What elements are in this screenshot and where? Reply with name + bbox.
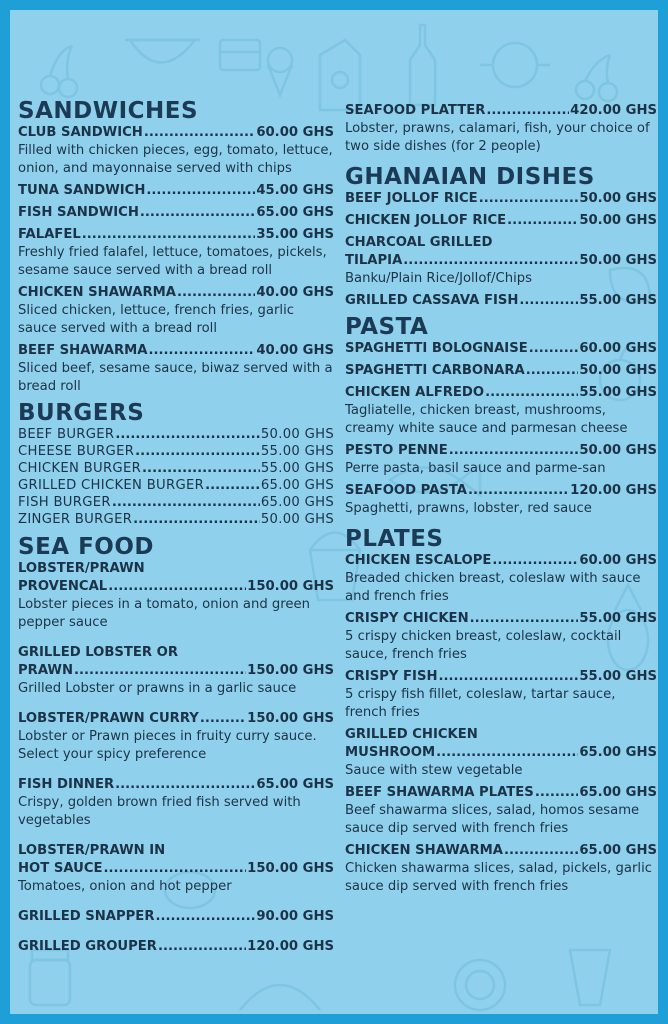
item-name: GRILLED GROUPER bbox=[18, 939, 157, 954]
item-name: CHICKEN ESCALOPE bbox=[345, 553, 492, 568]
item-price: 65.00 GHS bbox=[579, 745, 657, 760]
item-line bbox=[18, 342, 334, 360]
item-description: Grilled Lobster or prawns in a garlic sauce bbox=[18, 681, 297, 696]
menu-item bbox=[18, 842, 334, 896]
item-name-prefix: LOBSTER/PRAWN IN bbox=[18, 843, 166, 858]
item-description: Filled with chicken pieces, egg, tomato, lettuce, onion, and mayonnaise served with chips bbox=[18, 143, 333, 176]
item-price: 65.00 GHS bbox=[260, 495, 334, 510]
item-price: 50.00 GHS bbox=[579, 363, 657, 378]
item-line bbox=[345, 668, 657, 686]
leader-dots bbox=[205, 477, 260, 494]
item-price: 60.00 GHS bbox=[579, 553, 657, 568]
plates-list bbox=[345, 552, 657, 896]
leader-dots bbox=[526, 362, 579, 380]
item-name: TILAPIA bbox=[345, 253, 403, 268]
item-line bbox=[18, 710, 334, 728]
sea-food-list bbox=[18, 560, 334, 956]
section-title-sandwiches: SANDWICHES bbox=[18, 98, 199, 124]
menu-item bbox=[18, 908, 334, 926]
leader-dots bbox=[470, 610, 579, 628]
menu-item bbox=[18, 182, 334, 200]
ghanaian-dishes-list bbox=[345, 190, 657, 310]
item-price: 40.00 GHS bbox=[256, 343, 334, 358]
menu-item bbox=[345, 292, 657, 310]
item-description: Sliced chicken, lettuce, french fries, garlic sauce served with a bread roll bbox=[18, 303, 294, 336]
item-line bbox=[18, 776, 334, 794]
item-line bbox=[345, 784, 657, 802]
item-description: Freshly fried falafel, lettuce, tomatoes, pickels, sesame sauce served with a bread roll bbox=[18, 245, 327, 278]
menu-item bbox=[18, 938, 334, 956]
item-line bbox=[18, 182, 334, 200]
item-price: 40.00 GHS bbox=[256, 285, 334, 300]
item-name: FALAFEL bbox=[18, 227, 81, 242]
cherries-icon bbox=[41, 46, 77, 97]
item-line bbox=[345, 212, 657, 230]
leader-dots bbox=[485, 384, 578, 402]
item-name: BEEF BURGER bbox=[18, 427, 115, 442]
item-description: Lobster, prawns, calamari, fish, your choice of two side dishes (for 2 people) bbox=[345, 121, 650, 154]
item-line bbox=[18, 860, 334, 878]
ice-cream-icon bbox=[268, 48, 292, 95]
item-name: GRILLED SNAPPER bbox=[18, 909, 155, 924]
item-name: CHICKEN ALFREDO bbox=[345, 385, 485, 400]
menu-item bbox=[18, 342, 334, 396]
bowl-icon bbox=[125, 40, 200, 63]
item-line bbox=[18, 477, 334, 494]
menu-item bbox=[345, 362, 657, 380]
menu-item bbox=[18, 710, 334, 764]
item-line bbox=[18, 460, 334, 477]
item-line bbox=[345, 190, 657, 208]
menu-item bbox=[345, 442, 657, 478]
leader-dots bbox=[115, 426, 259, 443]
menu-item bbox=[345, 340, 657, 358]
menu-item bbox=[18, 644, 334, 698]
leader-dots bbox=[74, 662, 246, 680]
item-price: 55.00 GHS bbox=[260, 444, 334, 459]
menu-item bbox=[18, 443, 334, 460]
menu-item bbox=[18, 511, 334, 528]
item-description: Sliced beef, sesame sauce, biwaz served with a bread roll bbox=[18, 361, 333, 394]
item-name: ZINGER BURGER bbox=[18, 512, 133, 527]
menu-page bbox=[10, 10, 658, 1014]
item-price: 50.00 GHS bbox=[579, 191, 657, 206]
item-price: 55.00 GHS bbox=[579, 385, 657, 400]
item-line bbox=[18, 426, 334, 443]
menu-item bbox=[345, 234, 657, 288]
right-column bbox=[345, 102, 657, 900]
item-name: SEAFOOD PASTA bbox=[345, 483, 468, 498]
leader-dots bbox=[135, 443, 260, 460]
item-line bbox=[345, 362, 657, 380]
menu-item bbox=[345, 552, 657, 606]
item-price: 65.00 GHS bbox=[256, 777, 334, 792]
item-description: 5 crispy chicken breast, coleslaw, cocktail sauce, french fries bbox=[345, 629, 622, 662]
item-line bbox=[18, 511, 334, 528]
leader-dots bbox=[436, 744, 578, 762]
menu-item bbox=[345, 668, 657, 722]
item-line bbox=[345, 442, 657, 460]
item-line bbox=[18, 204, 334, 222]
leader-dots bbox=[177, 284, 255, 302]
item-name: BEEF SHAWARMA PLATES bbox=[345, 785, 534, 800]
item-description: Perre pasta, basil sauce and parme-san bbox=[345, 461, 606, 476]
item-description: Breaded chicken breast, coleslaw with sauce and french fries bbox=[345, 571, 641, 604]
item-price: 150.00 GHS bbox=[247, 579, 334, 594]
leader-dots bbox=[140, 204, 255, 222]
item-price: 65.00 GHS bbox=[579, 785, 657, 800]
cake-icon bbox=[220, 40, 260, 70]
menu-item-seafood-platter bbox=[345, 102, 657, 156]
item-name: SPAGHETTI CARBONARA bbox=[345, 363, 525, 378]
leader-dots bbox=[148, 342, 255, 360]
item-price: 50.00 GHS bbox=[579, 253, 657, 268]
item-price: 55.00 GHS bbox=[579, 669, 657, 684]
menu-item bbox=[18, 284, 334, 338]
item-name: CHICKEN JOLLOF RICE bbox=[345, 213, 507, 228]
leader-dots bbox=[439, 668, 579, 686]
item-name: CHICKEN SHAWARMA bbox=[345, 843, 503, 858]
item-line bbox=[18, 226, 334, 244]
item-line bbox=[18, 908, 334, 926]
menu-item bbox=[345, 726, 657, 780]
item-name: GRILLED CASSAVA FISH bbox=[345, 293, 519, 308]
sandwiches-list bbox=[18, 124, 334, 396]
leader-dots bbox=[112, 494, 260, 511]
item-description: Lobster or Prawn pieces in fruity curry sauce. Select your spicy preference bbox=[18, 729, 317, 762]
item-line bbox=[345, 610, 657, 628]
item-name: CHICKEN SHAWARMA bbox=[18, 285, 176, 300]
leader-dots bbox=[144, 124, 256, 142]
burgers-list bbox=[18, 426, 334, 528]
leader-dots bbox=[529, 340, 579, 358]
item-name: GRILLED CHICKEN BURGER bbox=[18, 478, 205, 493]
menu-item bbox=[345, 842, 657, 896]
item-price: 120.00 GHS bbox=[247, 939, 334, 954]
item-price: 65.00 GHS bbox=[579, 843, 657, 858]
item-name: CRISPY FISH bbox=[345, 669, 438, 684]
menu-item bbox=[345, 190, 657, 208]
leader-dots bbox=[200, 710, 246, 728]
menu-item bbox=[18, 494, 334, 511]
glass-icon bbox=[570, 950, 610, 1005]
item-price: 50.00 GHS bbox=[579, 443, 657, 458]
item-description: Tomatoes, onion and hot pepper bbox=[18, 879, 232, 894]
leader-dots bbox=[155, 908, 255, 926]
item-description: Sauce with stew vegetable bbox=[345, 763, 523, 778]
item-name: TUNA SANDWICH bbox=[18, 183, 146, 198]
item-line bbox=[18, 662, 334, 680]
item-name: LOBSTER/PRAWN CURRY bbox=[18, 711, 199, 726]
cherries-icon bbox=[576, 55, 617, 101]
menu-item bbox=[345, 482, 657, 518]
item-name: CLUB SANDWICH bbox=[18, 125, 143, 140]
pot-icon bbox=[480, 43, 550, 87]
leader-dots bbox=[82, 226, 256, 244]
leader-dots bbox=[146, 182, 255, 200]
item-name: PRAWN bbox=[18, 663, 74, 678]
section-title-pasta: PASTA bbox=[345, 314, 429, 340]
item-line bbox=[345, 252, 657, 270]
item-name: CHICKEN BURGER bbox=[18, 461, 142, 476]
item-name-prefix: CHARCOAL GRILLED bbox=[345, 235, 493, 250]
leader-dots bbox=[504, 842, 578, 860]
item-line bbox=[345, 292, 657, 310]
leader-dots bbox=[492, 552, 578, 570]
item-line bbox=[18, 494, 334, 511]
item-line bbox=[345, 384, 657, 402]
item-price: 50.00 GHS bbox=[579, 213, 657, 228]
item-line bbox=[18, 284, 334, 302]
menu-item bbox=[345, 784, 657, 838]
item-description: Tagliatelle, chicken breast, mushrooms, creamy white sauce and parmesan cheese bbox=[345, 403, 628, 436]
section-title-burgers: BURGERS bbox=[18, 400, 145, 426]
menu-item bbox=[18, 426, 334, 443]
item-price: 55.00 GHS bbox=[260, 461, 334, 476]
item-name: FISH BURGER bbox=[18, 495, 111, 510]
item-line bbox=[345, 340, 657, 358]
menu-item bbox=[18, 226, 334, 280]
item-line bbox=[345, 482, 657, 500]
menu-item bbox=[18, 124, 334, 178]
leader-dots bbox=[133, 511, 260, 528]
item-price: 150.00 GHS bbox=[247, 861, 334, 876]
pasta-list bbox=[345, 340, 657, 518]
item-description: Beef shawarma slices, salad, homos sesame sauce dip served with french fries bbox=[345, 803, 640, 836]
menu-item bbox=[18, 460, 334, 477]
section-title-sea-food: SEA FOOD bbox=[18, 534, 154, 560]
item-line bbox=[345, 744, 657, 762]
item-name: FISH SANDWICH bbox=[18, 205, 139, 220]
item-line bbox=[345, 552, 657, 570]
item-line bbox=[18, 578, 334, 596]
menu-item bbox=[345, 610, 657, 664]
item-price: 420.00 GHS bbox=[570, 103, 657, 118]
plate-icon bbox=[455, 960, 505, 1010]
left-column bbox=[18, 98, 334, 968]
item-name: HOT SAUCE bbox=[18, 861, 103, 876]
item-price: 150.00 GHS bbox=[247, 711, 334, 726]
item-line bbox=[18, 443, 334, 460]
menu-item bbox=[18, 776, 334, 830]
leader-dots bbox=[535, 784, 579, 802]
item-price: 120.00 GHS bbox=[570, 483, 657, 498]
item-name: PESTO PENNE bbox=[345, 443, 448, 458]
leader-dots bbox=[479, 190, 579, 208]
leader-dots bbox=[142, 460, 260, 477]
section-title-plates: PLATES bbox=[345, 526, 444, 552]
item-name: BEEF SHAWARMA bbox=[18, 343, 148, 358]
item-price: 60.00 GHS bbox=[256, 125, 334, 140]
menu-item bbox=[18, 204, 334, 222]
item-price: 90.00 GHS bbox=[256, 909, 334, 924]
item-name: CRISPY CHICKEN bbox=[345, 611, 469, 626]
item-description: Crispy, golden brown fried fish served with vegetables bbox=[18, 795, 301, 828]
menu-item bbox=[345, 212, 657, 230]
item-name: PROVENCAL bbox=[18, 579, 108, 594]
leader-dots bbox=[449, 442, 579, 460]
leader-dots bbox=[507, 212, 578, 230]
item-description: Chicken shawarma slices, salad, pickels, garlic sauce dip served with french fries bbox=[345, 861, 653, 894]
item-price: 60.00 GHS bbox=[579, 341, 657, 356]
leader-dots bbox=[104, 860, 247, 878]
watermelon-icon bbox=[240, 985, 320, 1010]
item-description: Banku/Plain Rice/Jollof/Chips bbox=[345, 271, 532, 286]
item-line bbox=[18, 938, 334, 956]
item-price: 35.00 GHS bbox=[256, 227, 334, 242]
item-price: 55.00 GHS bbox=[579, 293, 657, 308]
item-name: SPAGHETTI BOLOGNAISE bbox=[345, 341, 528, 356]
menu-item bbox=[345, 384, 657, 438]
item-price: 65.00 GHS bbox=[256, 205, 334, 220]
leader-dots bbox=[403, 252, 578, 270]
item-description: Lobster pieces in a tomato, onion and green pepper sauce bbox=[18, 597, 310, 630]
bottle-icon bbox=[410, 25, 435, 105]
section-title-ghanaian-dishes: GHANAIAN DISHES bbox=[345, 164, 595, 190]
item-name-prefix: GRILLED LOBSTER OR bbox=[18, 645, 179, 660]
item-name: MUSHROOM bbox=[345, 745, 436, 760]
leader-dots bbox=[468, 482, 569, 500]
item-price: 150.00 GHS bbox=[247, 663, 334, 678]
item-description: 5 crispy fish fillet, coleslaw, tartar sauce, french fries bbox=[345, 687, 616, 720]
item-price: 45.00 GHS bbox=[256, 183, 334, 198]
item-price: 50.00 GHS bbox=[260, 427, 334, 442]
item-name: SEAFOOD PLATTER bbox=[345, 103, 486, 118]
leader-dots bbox=[486, 102, 569, 120]
menu-item bbox=[18, 477, 334, 494]
leader-dots bbox=[158, 938, 246, 956]
item-name: CHEESE BURGER bbox=[18, 444, 135, 459]
item-price: 55.00 GHS bbox=[579, 611, 657, 626]
item-line bbox=[345, 842, 657, 860]
item-name: BEEF JOLLOF RICE bbox=[345, 191, 478, 206]
menu-item bbox=[18, 560, 334, 632]
item-price: 50.00 GHS bbox=[260, 512, 334, 527]
item-name-prefix: LOBSTER/PRAWN bbox=[18, 561, 145, 576]
item-line bbox=[345, 102, 657, 120]
item-price: 65.00 GHS bbox=[260, 478, 334, 493]
item-line bbox=[18, 124, 334, 142]
item-name-prefix: GRILLED CHICKEN bbox=[345, 727, 478, 742]
item-description: Spaghetti, prawns, lobster, red sauce bbox=[345, 501, 592, 516]
item-name: FISH DINNER bbox=[18, 777, 115, 792]
leader-dots bbox=[108, 578, 246, 596]
leader-dots bbox=[519, 292, 578, 310]
leader-dots bbox=[115, 776, 255, 794]
